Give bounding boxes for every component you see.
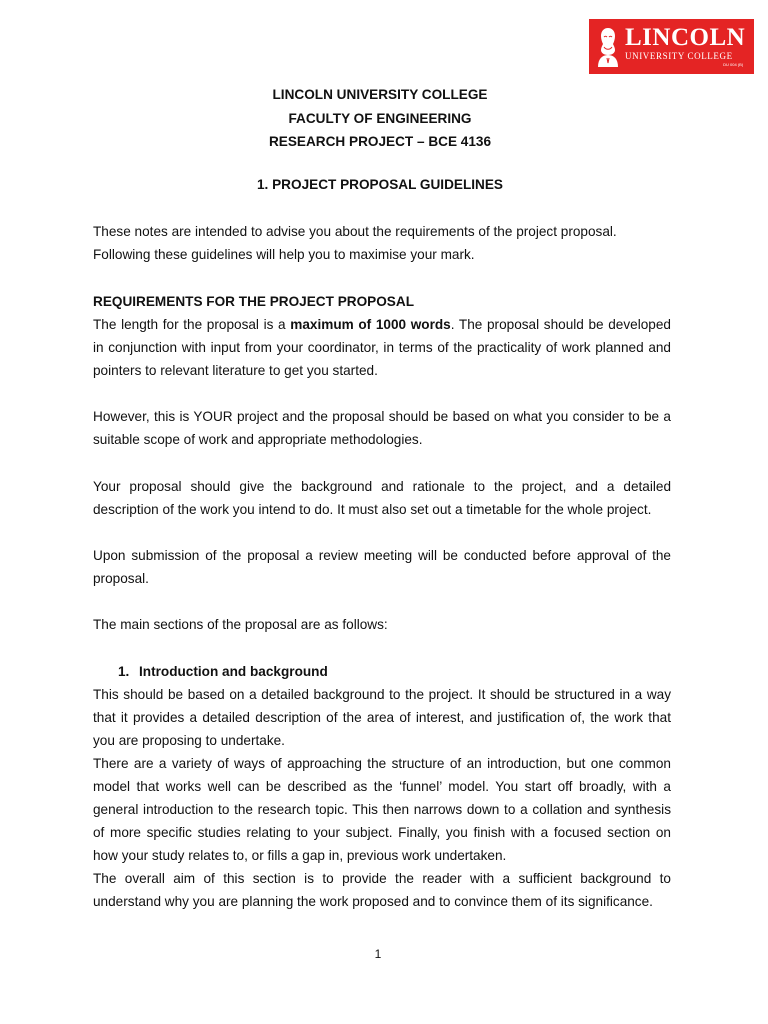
requirements-heading: REQUIREMENTS FOR THE PROJECT PROPOSAL	[93, 294, 414, 309]
subsection-number: 1.	[118, 664, 130, 679]
req-p1-before: The length for the proposal is a	[93, 317, 291, 332]
subsection-body	[93, 683, 671, 913]
requirements-paragraph-1	[93, 313, 671, 382]
logo-title: LINCOLN	[625, 24, 746, 51]
logo-text	[625, 25, 745, 68]
intro-text: These notes are intended to advise you about the requirements of the project proposal. Following these guidelines will help you to maximise your mark.	[93, 224, 617, 262]
requirements-paragraph-4	[93, 544, 671, 590]
requirements-paragraph-3	[93, 475, 671, 521]
req-p3-text: Your proposal should give the background and rationale to the project, and a detailed description of the work you intend to do. It must also set out a timetable for the whole project.	[93, 479, 671, 517]
req-p1-after: . The proposal should be developed in conjunction with input from your coordinator, in terms of the practicality of work planned and pointers to relevant literature to get you started.	[93, 317, 671, 378]
req-p2-text: However, this is YOUR project and the proposal should be based on what you consider to be a suitable scope of work and appropriate methodologies.	[93, 409, 671, 447]
logo-subtitle: UNIVERSITY COLLEGE	[625, 51, 733, 61]
lincoln-bust-icon	[595, 25, 621, 69]
header-institution: LINCOLN UNIVERSITY COLLEGE	[272, 87, 488, 102]
req-p4-text: Upon submission of the proposal a review meeting will be conducted before approval of the proposal.	[93, 548, 671, 586]
header-faculty: FACULTY OF ENGINEERING	[288, 110, 472, 126]
intro-paragraph	[93, 220, 671, 266]
page-number: 1	[374, 947, 382, 961]
section1-p2: There are a variety of ways of approaching the structure of an introduction, but one common model that works well can be described as the ‘funnel’ model. You start off broadly, with a general introduction to the research topic. This then narrows down to a collation and synthesis of more specific studies relating to your subject. Finally, you finish with a focused section on how your study relates to, or fills a gap in, previous work undertaken.	[93, 756, 671, 863]
subsection-heading	[118, 660, 328, 683]
section-title: 1. PROJECT PROPOSAL GUIDELINES	[257, 177, 503, 192]
section1-p3: The overall aim of this section is to provide the reader with a sufficient background to understand why you are planning the work proposed and to convince them of its significance.	[93, 871, 671, 909]
requirements-paragraph-2	[93, 405, 671, 451]
logo-code: DU 004 (B)	[723, 62, 744, 67]
requirements-paragraph-5	[93, 613, 671, 636]
document-header	[0, 83, 768, 154]
university-logo	[589, 19, 754, 74]
header-course: RESEARCH PROJECT – BCE 4136	[268, 134, 492, 149]
req-p1-bold: maximum of 1000 words	[290, 317, 451, 332]
subsection-title: Introduction and background	[139, 664, 328, 679]
req-p5-text: The main sections of the proposal are as follows:	[93, 617, 388, 632]
section1-p1: This should be based on a detailed background to the project. It should be structured in a way that it provides a detailed description of the area of interest, and justification of, the work that you are proposing to undertake.	[93, 687, 671, 748]
